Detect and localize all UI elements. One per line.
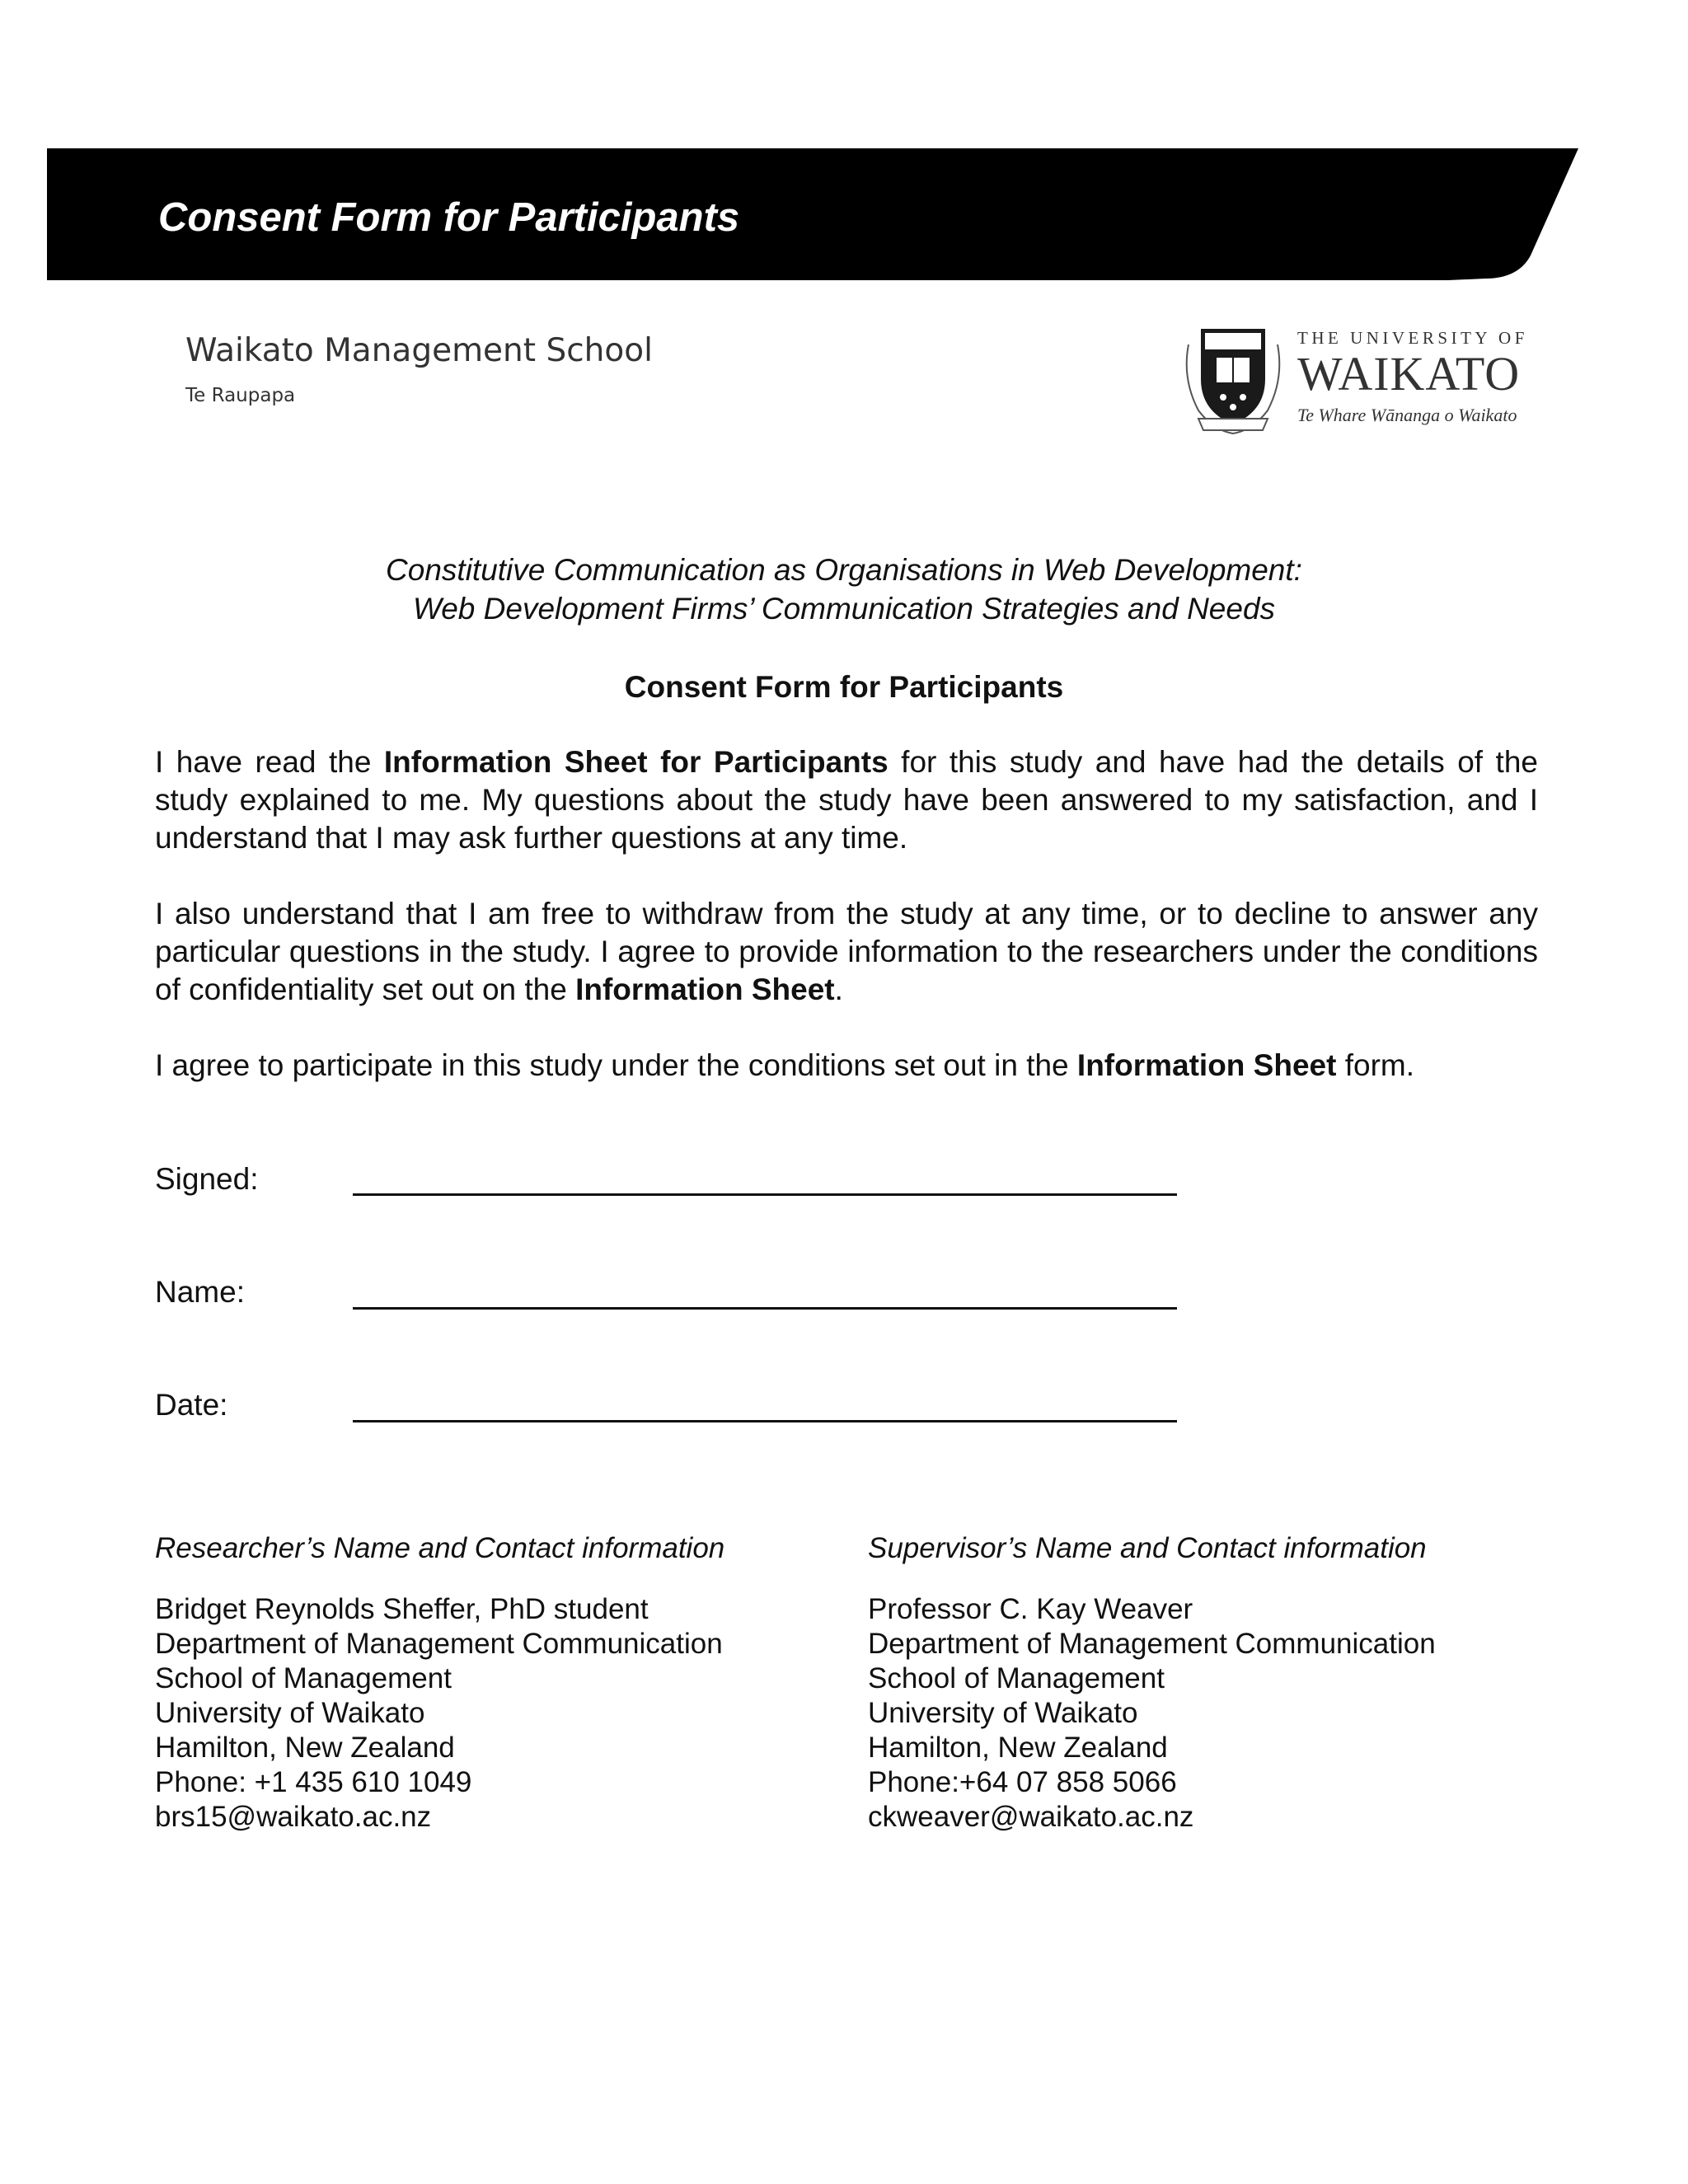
name-label: Name: [155,1275,245,1309]
date-label: Date: [155,1388,228,1422]
uow-logo-name: WAIKATO [1297,347,1521,401]
researcher-name: Bridget Reynolds Sheffer, PhD student [155,1593,649,1625]
researcher-contact [155,1531,724,1835]
supervisor-contact-title: Supervisor’s Name and Contact information [868,1532,1427,1564]
wms-logo-name: Waikato Management School [185,332,653,369]
researcher-university: University of Waikato [155,1697,425,1729]
study-title-line-1: Constitutive Communication as Organisations in Web Development: [386,553,1302,587]
p1-bold: Information Sheet for Participants [383,745,889,779]
p3-text-c: form. [1336,1048,1415,1082]
uow-logo-text [1297,321,1528,424]
waikato-management-school-logo [185,332,653,406]
p1-text-c: for this study and have had the details of the study explained to me. My questions about the study have been answered to my satisfaction, and I understand that I may ask further questions at any time. [155,745,1538,855]
consent-paragraph-2 [155,895,1538,1009]
researcher-email[interactable]: brs15@waikato.ac.nz [155,1801,432,1833]
signed-label: Signed: [155,1162,259,1196]
name-line[interactable] [353,1307,1177,1310]
researcher-contact-title: Researcher’s Name and Contact information [155,1532,725,1564]
consent-paragraph-3 [155,1047,1538,1085]
p2-text-a: I also understand that I am free to withdraw from the study at any time, or to decline to answer any particular questions in the study. I agree to provide information to the researchers under the conditions of confidentiality set out on the [155,897,1538,1006]
uow-logo-top: THE UNIVERSITY OF [1297,328,1528,348]
supervisor-department: Department of Management Communication [868,1628,1436,1660]
p3-bold: Information Sheet [1076,1048,1337,1082]
consent-paragraph-1 [155,743,1538,857]
banner-title: Consent Form for Participants [158,195,740,240]
study-title [0,551,1688,628]
supervisor-name: Professor C. Kay Weaver [868,1593,1193,1625]
researcher-city: Hamilton, New Zealand [155,1732,455,1764]
supervisor-email[interactable]: ckweaver@waikato.ac.nz [868,1801,1194,1833]
supervisor-university: University of Waikato [868,1697,1138,1729]
supervisor-contact [868,1531,1436,1835]
researcher-phone: Phone: +1 435 610 1049 [155,1766,472,1798]
signed-line[interactable] [353,1193,1177,1196]
university-of-waikato-logo [1180,321,1551,437]
study-title-line-2: Web Development Firms’ Communication Strategies and Needs [412,592,1276,626]
form-heading: Consent Form for Participants [624,670,1064,704]
researcher-school: School of Management [155,1662,452,1694]
university-crest-icon [1180,321,1286,437]
p1-text-a: I have read the [155,745,384,779]
researcher-department: Department of Management Communication [155,1628,723,1660]
supervisor-school: School of Management [868,1662,1165,1694]
p2-text-c: . [834,972,843,1006]
supervisor-phone: Phone:+64 07 858 5066 [868,1766,1177,1798]
uow-logo-maori: Te Whare Wānanga o Waikato [1297,405,1517,425]
p3-text-a: I agree to participate in this study under the conditions set out in the [155,1048,1077,1082]
date-line[interactable] [353,1420,1177,1422]
supervisor-city: Hamilton, New Zealand [868,1732,1168,1764]
p2-bold: Information Sheet [575,972,835,1006]
wms-logo-subtitle: Te Raupapa [185,385,296,406]
header-banner [47,148,1578,280]
